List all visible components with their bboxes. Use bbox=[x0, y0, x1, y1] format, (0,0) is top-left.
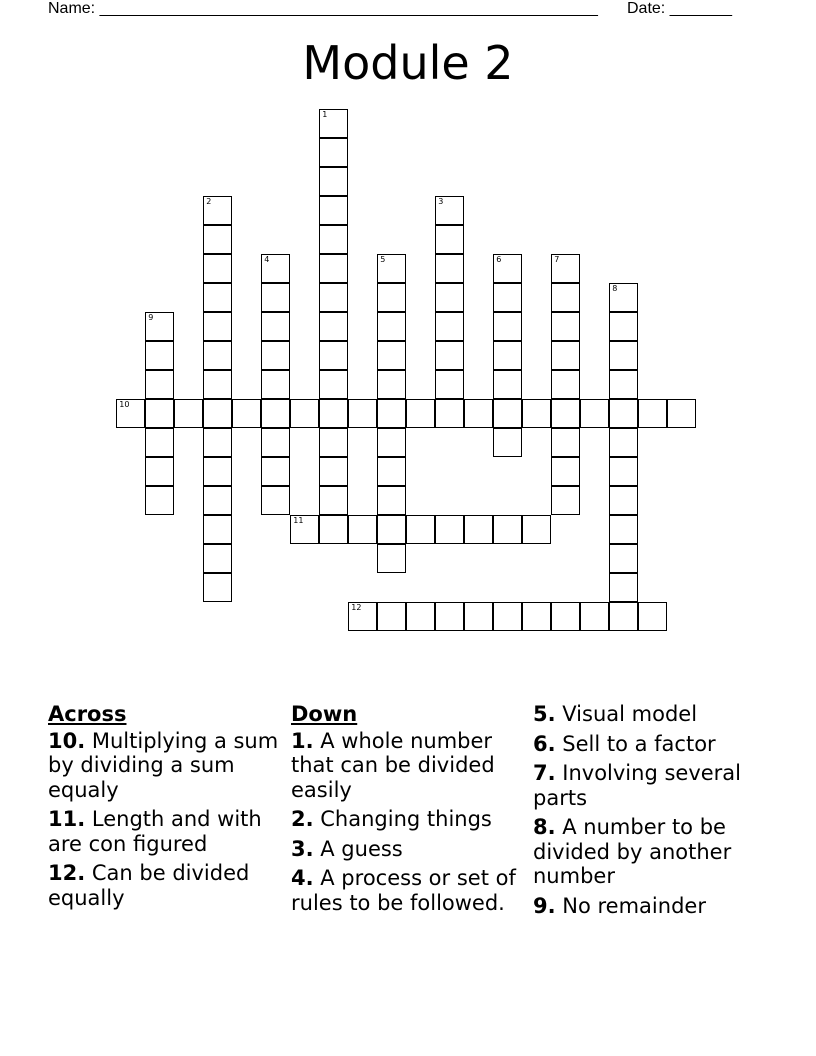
grid-cell[interactable] bbox=[145, 370, 174, 399]
grid-cell[interactable] bbox=[667, 399, 696, 428]
clue-item bbox=[533, 761, 763, 810]
grid-cell[interactable] bbox=[406, 399, 435, 428]
grid-cell[interactable] bbox=[319, 515, 348, 544]
grid-cell[interactable] bbox=[290, 399, 319, 428]
grid-cell[interactable] bbox=[261, 399, 290, 428]
grid-cell[interactable] bbox=[319, 138, 348, 167]
clue-text: No remainder bbox=[555, 893, 706, 918]
grid-cell[interactable] bbox=[319, 254, 348, 283]
grid-cell[interactable] bbox=[435, 602, 464, 631]
grid-cell[interactable] bbox=[203, 544, 232, 573]
grid-cell[interactable] bbox=[580, 399, 609, 428]
grid-cell[interactable] bbox=[435, 254, 464, 283]
clue-text: Visual model bbox=[555, 702, 698, 726]
clue-item bbox=[291, 729, 526, 803]
clue-text: A number to be divided by another number bbox=[533, 815, 732, 888]
clue-number: 4. bbox=[291, 866, 314, 890]
grid-cell[interactable] bbox=[319, 341, 348, 370]
clue-text: Length and with are con figured bbox=[48, 807, 262, 856]
grid-cell[interactable] bbox=[377, 312, 406, 341]
clue-number: 7. bbox=[533, 761, 556, 785]
grid-cell[interactable] bbox=[493, 370, 522, 399]
grid-cell[interactable] bbox=[348, 602, 377, 631]
grid-cell[interactable] bbox=[319, 399, 348, 428]
grid-cell[interactable] bbox=[261, 283, 290, 312]
clue-number-label: 6 bbox=[496, 255, 502, 265]
clue-number-label: 10 bbox=[119, 400, 130, 410]
page-title: Module 2 bbox=[302, 36, 514, 90]
grid-cell[interactable] bbox=[261, 486, 290, 515]
grid-cell[interactable] bbox=[319, 457, 348, 486]
clue-number: 1. bbox=[291, 728, 314, 753]
across-clues bbox=[48, 702, 283, 915]
grid-cell[interactable] bbox=[261, 254, 290, 283]
grid-cell[interactable] bbox=[609, 544, 638, 573]
clue-text: Involving several parts bbox=[533, 761, 742, 810]
grid-cell[interactable] bbox=[551, 486, 580, 515]
grid-cell[interactable] bbox=[377, 515, 406, 544]
clue-item bbox=[533, 732, 763, 757]
grid-cell[interactable] bbox=[609, 399, 638, 428]
clue-number-label: 3 bbox=[438, 197, 444, 207]
clue-number: 12. bbox=[48, 861, 86, 885]
grid-cell[interactable] bbox=[551, 283, 580, 312]
grid-cell[interactable] bbox=[551, 399, 580, 428]
grid-cell[interactable] bbox=[145, 341, 174, 370]
grid-cell[interactable] bbox=[348, 515, 377, 544]
clue-number: 3. bbox=[291, 836, 314, 861]
date-field[interactable] bbox=[627, 0, 732, 18]
grid-cell[interactable] bbox=[377, 602, 406, 631]
grid-cell[interactable] bbox=[377, 544, 406, 573]
grid-cell[interactable] bbox=[464, 602, 493, 631]
date-line: _______ bbox=[669, 0, 732, 17]
grid-cell[interactable] bbox=[435, 312, 464, 341]
grid-cell[interactable] bbox=[609, 428, 638, 457]
clue-number: 5. bbox=[533, 702, 556, 726]
grid-cell[interactable] bbox=[609, 602, 638, 631]
grid-cell[interactable] bbox=[435, 515, 464, 544]
grid-cell[interactable] bbox=[290, 515, 319, 544]
grid-cell[interactable] bbox=[609, 573, 638, 602]
clue-item bbox=[291, 866, 526, 915]
grid-cell[interactable] bbox=[203, 225, 232, 254]
clue-item bbox=[48, 729, 283, 803]
grid-cell[interactable] bbox=[203, 515, 232, 544]
grid-cell[interactable] bbox=[493, 515, 522, 544]
clue-number: 9. bbox=[533, 893, 556, 918]
grid-cell[interactable] bbox=[145, 457, 174, 486]
grid-cell[interactable] bbox=[435, 370, 464, 399]
grid-cell[interactable] bbox=[551, 602, 580, 631]
grid-cell[interactable] bbox=[203, 196, 232, 225]
grid-cell[interactable] bbox=[203, 399, 232, 428]
grid-cell[interactable] bbox=[145, 486, 174, 515]
grid-cell[interactable] bbox=[145, 428, 174, 457]
clue-text: Sell to a factor bbox=[555, 731, 716, 756]
clue-number-label: 12 bbox=[351, 603, 362, 613]
grid-cell[interactable] bbox=[377, 283, 406, 312]
grid-cell[interactable] bbox=[493, 341, 522, 370]
clue-item bbox=[533, 894, 763, 919]
grid-cell[interactable] bbox=[435, 283, 464, 312]
grid-cell[interactable] bbox=[319, 109, 348, 138]
grid-cell[interactable] bbox=[609, 515, 638, 544]
grid-cell[interactable] bbox=[609, 457, 638, 486]
clue-number: 8. bbox=[533, 815, 556, 839]
clue-number: 6. bbox=[533, 731, 556, 756]
grid-cell[interactable] bbox=[377, 341, 406, 370]
grid-cell[interactable] bbox=[435, 399, 464, 428]
clue-number-label: 5 bbox=[380, 255, 386, 265]
grid-cell[interactable] bbox=[580, 602, 609, 631]
clue-text: Multiplying a sum by dividing a sum equaly bbox=[48, 728, 279, 802]
clue-number: 11. bbox=[48, 807, 86, 831]
clue-number-label: 7 bbox=[554, 255, 560, 265]
clue-item bbox=[48, 861, 283, 910]
grid-cell[interactable] bbox=[609, 312, 638, 341]
grid-cell[interactable] bbox=[319, 167, 348, 196]
grid-cell[interactable] bbox=[435, 196, 464, 225]
clue-text: A whole number that can be divided easily bbox=[291, 728, 495, 802]
grid-cell[interactable] bbox=[203, 370, 232, 399]
grid-cell[interactable] bbox=[203, 428, 232, 457]
date-label: Date: bbox=[627, 0, 670, 17]
grid-cell[interactable] bbox=[551, 341, 580, 370]
name-label: Name: bbox=[48, 0, 100, 17]
grid-cell[interactable] bbox=[319, 486, 348, 515]
grid-cell[interactable] bbox=[377, 254, 406, 283]
grid-cell[interactable] bbox=[319, 428, 348, 457]
grid-cell[interactable] bbox=[319, 225, 348, 254]
grid-cell[interactable] bbox=[377, 457, 406, 486]
grid-cell[interactable] bbox=[232, 399, 261, 428]
grid-cell[interactable] bbox=[609, 370, 638, 399]
grid-cell[interactable] bbox=[145, 399, 174, 428]
grid-cell[interactable] bbox=[435, 341, 464, 370]
grid-cell[interactable] bbox=[493, 312, 522, 341]
grid-cell[interactable] bbox=[435, 225, 464, 254]
grid-cell[interactable] bbox=[261, 370, 290, 399]
grid-cell[interactable] bbox=[203, 283, 232, 312]
grid-cell[interactable] bbox=[174, 399, 203, 428]
grid-cell[interactable] bbox=[609, 341, 638, 370]
grid-cell[interactable] bbox=[493, 428, 522, 457]
grid-cell[interactable] bbox=[464, 515, 493, 544]
clue-number: 10. bbox=[48, 728, 86, 753]
grid-cell[interactable] bbox=[406, 515, 435, 544]
grid-cell[interactable] bbox=[377, 486, 406, 515]
down-clues-continued bbox=[533, 702, 763, 923]
grid-cell[interactable] bbox=[203, 573, 232, 602]
clue-item bbox=[533, 702, 763, 727]
clue-item bbox=[291, 837, 526, 862]
down-clues bbox=[291, 702, 526, 920]
clue-text: Can be divided equally bbox=[48, 861, 250, 910]
grid-cell[interactable] bbox=[116, 399, 145, 428]
grid-cell[interactable] bbox=[551, 428, 580, 457]
grid-cell[interactable] bbox=[609, 486, 638, 515]
grid-cell[interactable] bbox=[638, 602, 667, 631]
grid-cell[interactable] bbox=[203, 486, 232, 515]
grid-cell[interactable] bbox=[522, 515, 551, 544]
clue-text: Changing things bbox=[313, 807, 492, 831]
grid-cell[interactable] bbox=[638, 399, 667, 428]
clue-number-label: 2 bbox=[206, 197, 212, 207]
grid-cell[interactable] bbox=[493, 254, 522, 283]
grid-cell[interactable] bbox=[203, 457, 232, 486]
grid-cell[interactable] bbox=[522, 399, 551, 428]
clue-number: 2. bbox=[291, 807, 314, 831]
clue-text: A guess bbox=[313, 836, 403, 861]
clue-number-label: 4 bbox=[264, 255, 270, 265]
grid-cell[interactable] bbox=[319, 370, 348, 399]
grid-cell[interactable] bbox=[261, 312, 290, 341]
grid-cell[interactable] bbox=[464, 399, 493, 428]
grid-cell[interactable] bbox=[319, 283, 348, 312]
clue-number-label: 11 bbox=[293, 516, 304, 526]
across-heading: Across bbox=[48, 702, 127, 726]
grid-cell[interactable] bbox=[261, 341, 290, 370]
clue-number-label: 1 bbox=[322, 110, 328, 120]
down-heading: Down bbox=[291, 702, 358, 726]
grid-cell[interactable] bbox=[551, 370, 580, 399]
grid-cell[interactable] bbox=[145, 312, 174, 341]
grid-cell[interactable] bbox=[203, 254, 232, 283]
clue-item bbox=[291, 807, 526, 832]
name-line: ________________________________________________________ bbox=[99, 0, 598, 17]
clue-number-label: 8 bbox=[612, 284, 618, 294]
grid-cell[interactable] bbox=[406, 602, 435, 631]
grid-cell[interactable] bbox=[203, 341, 232, 370]
grid-cell[interactable] bbox=[551, 312, 580, 341]
grid-cell[interactable] bbox=[203, 312, 232, 341]
clue-number-label: 9 bbox=[148, 313, 154, 323]
grid-cell[interactable] bbox=[261, 428, 290, 457]
grid-cell[interactable] bbox=[493, 399, 522, 428]
clue-item bbox=[48, 807, 283, 856]
grid-cell[interactable] bbox=[348, 399, 377, 428]
clue-text: A process or set of rules to be followed. bbox=[291, 866, 516, 915]
grid-cell[interactable] bbox=[551, 254, 580, 283]
grid-cell[interactable] bbox=[261, 457, 290, 486]
grid-cell[interactable] bbox=[522, 602, 551, 631]
grid-cell[interactable] bbox=[319, 312, 348, 341]
name-field[interactable] bbox=[48, 0, 598, 18]
grid-cell[interactable] bbox=[377, 370, 406, 399]
grid-cell[interactable] bbox=[493, 283, 522, 312]
grid-cell[interactable] bbox=[319, 196, 348, 225]
grid-cell[interactable] bbox=[377, 399, 406, 428]
grid-cell[interactable] bbox=[377, 428, 406, 457]
grid-cell[interactable] bbox=[551, 457, 580, 486]
grid-cell[interactable] bbox=[609, 283, 638, 312]
clue-item bbox=[533, 815, 763, 889]
grid-cell[interactable] bbox=[493, 602, 522, 631]
